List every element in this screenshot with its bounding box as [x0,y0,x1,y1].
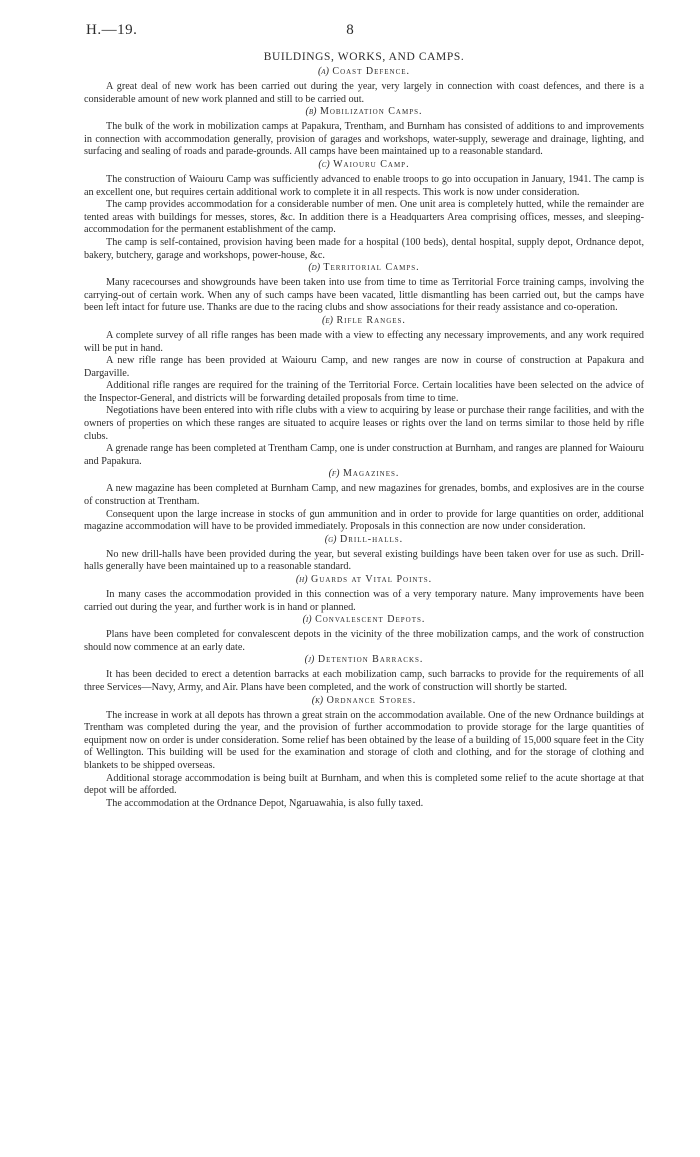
section [84,468,644,533]
paragraph: A new magazine has been completed at Burnham Camp, and new magazines for grenades, bombs, and explosives are in the course of construction at Trentham. [84,483,644,508]
page-body [84,51,644,810]
paragraph: Plans have been completed for convalescent depots in the vicinity of the three mobilization camps, and the work of construction should now commence at an early date. [84,629,644,653]
paragraph: A grenade range has been completed at Trentham Camp, one is under construction at Burnham, and ranges are planned for Waiouru and Papakura. [84,443,644,467]
section [84,159,644,262]
section-heading-text: Coast Defence. [332,66,411,77]
section-heading [84,315,644,326]
paragraph: A great deal of new work has been carried out during the year, very largely in connection with coast defences, and there is a considerable amount of new work planned and still to be carried out. [84,81,644,105]
section-heading [84,695,644,706]
section [84,66,644,106]
section-heading-text: Territorial Camps. [323,262,420,274]
section-heading-text: Ordnance Stores. [326,694,417,706]
paragraph: The bulk of the work in mobilization camps at Papakura, Trentham, and Burnham has consisted of additions to and improvements in connection with accommodation generally, provision of garages and workshops, water-supply, sewerage and drainage, lighting, and surfacing and sealing of roads and parade-grounds. All camps have been maintained up to a reasonable standard. [84,121,644,158]
section [84,262,644,315]
section-heading-text: Convalescent Depots. [315,614,426,626]
section-letter: (c) [318,158,330,170]
section-heading-text: Drill-halls. [340,533,404,545]
paragraph: The increase in work at all depots has thrown a great strain on the accommodation available. One of the new Ordnance buildings at Trentham was completed during the year, and the provision of further accommodation to provide storage for the large quantities of equipment now on order is under consideration. Some relief has been obtained by the lease of a building of 15,000 square feet in the City of Wellington. This building will be used for the examination and storage of cloth and clothing, and for the storage of clothing and blankets to be shipped overseas. [84,709,644,771]
section-letter: (h) [295,574,308,585]
page-title: BUILDINGS, WORKS, AND CAMPS. [263,51,465,63]
section-heading-text: Guards at Vital Points. [311,574,433,585]
section-heading [84,534,644,545]
section-heading [84,262,644,273]
section-letter: (e) [322,314,333,326]
paragraph: Negotiations have been entered into with rifle clubs with a view to acquiring by lease or purchase their range facilities, and with the owners of properties on which these ranges are situated to acquire leases or rights over the land on terms similar to those held by rifle clubs. [84,405,644,442]
section-heading-text: Magazines. [343,468,400,480]
section-heading-text: Detention Barracks. [317,654,424,666]
section-letter: (a) [317,66,329,77]
paragraph: Consequent upon the large increase in stocks of gun ammunition and in order to provide for large quantities on order, additional magazine accommodation will have to be provided immediately. Proposals in this connection are now under consideration. [84,508,644,533]
section-heading [84,468,644,479]
section [84,695,644,811]
section-letter: (k) [311,694,324,706]
section-heading [84,574,644,585]
section-letter: (i) [302,614,312,626]
section [84,614,644,654]
section-heading [84,614,644,625]
section-letter: (j) [304,654,315,666]
section-heading [84,654,644,665]
section-heading [84,66,644,77]
paragraph: It has been decided to erect a detention barracks at each mobilization camp, such barracks to provide for the requirements of all three Services—Navy, Army, and Air. Plans have been completed, and the work of construction will shortly be started. [84,669,644,693]
section-heading-text: Waiouru Camp. [333,158,410,170]
section-letter: (b) [305,106,317,118]
paragraph: In many cases the accommodation provided in this connection was of a very temporary nature. Many improvements have been carried out during the year, and further work is in hand or planned. [84,589,644,613]
section [84,654,644,694]
section-letter: (d) [308,262,321,274]
paragraph: Additional rifle ranges are required for the training of the Territorial Force. Certain localities have been selected on the advice of the Inspector-General, and districts will be forwarding detailed proposals from time to time. [84,380,644,404]
paragraph: No new drill-halls have been provided during the year, but several existing buildings have been taken over for use as such. Drill-halls generally have been maintained up to a reasonable standard. [84,548,644,573]
section-heading [84,106,644,117]
section [84,315,644,469]
section [84,534,644,574]
paragraph: The construction of Waiouru Camp was sufficiently advanced to enable troops to go into occupation in January, 1941. The camp is an excellent one, but requires certain additional work to complete it in all respects. This work is now under consideration. [84,173,644,198]
paragraph: The camp provides accommodation for a considerable number of men. One unit area is completely hutted, while the remainder are tented areas with buildings for messes, stores, &c. In addition there is a Headquarters Area comprising offices, messes, and sleeping-accommodation for the permanent establishment of the camp. [84,199,644,236]
paragraph: A new rifle range has been provided at Waiouru Camp, and new ranges are now in course of construction at Papakura and Dargaville. [84,355,644,379]
page-number: 8 [346,22,354,38]
paragraph: A complete survey of all rifle ranges has been made with a view to effecting any necessary improvements, and any work required will be put in hand. [84,329,644,354]
section [84,106,644,159]
paragraph: The camp is self-contained, provision having been made for a hospital (100 beds), dental hospital, supply depot, Ordnance depot, bakery, butchery, garage and workshops, power-house, &c. [84,236,644,261]
paragraph: Many racecourses and showgrounds have been taken into use from time to time as Territorial Force training camps, involving the carrying-out of certain work. When any of such camps have been vacated, little dismantling has been carried out, but the camps have been left intact for future use. Thanks are due to the racing clubs and show associations for their ready assistance and co-operation. [84,277,644,314]
section-letter: (f) [328,468,340,480]
section [84,574,644,614]
document-reference: H.—19. [86,22,138,38]
paragraph: The accommodation at the Ordnance Depot, Ngaruawahia, is also fully taxed. [106,797,424,809]
sections-container [84,66,644,810]
section-heading-text: Rifle Ranges. [336,314,406,326]
section-heading [84,159,644,170]
section-heading-text: Mobilization Camps. [319,106,423,118]
section-letter: (g) [324,533,337,545]
paragraph: Additional storage accommodation is being built at Burnham, and when this is completed some relief to the acute shortage at that depot will be afforded. [84,772,644,797]
